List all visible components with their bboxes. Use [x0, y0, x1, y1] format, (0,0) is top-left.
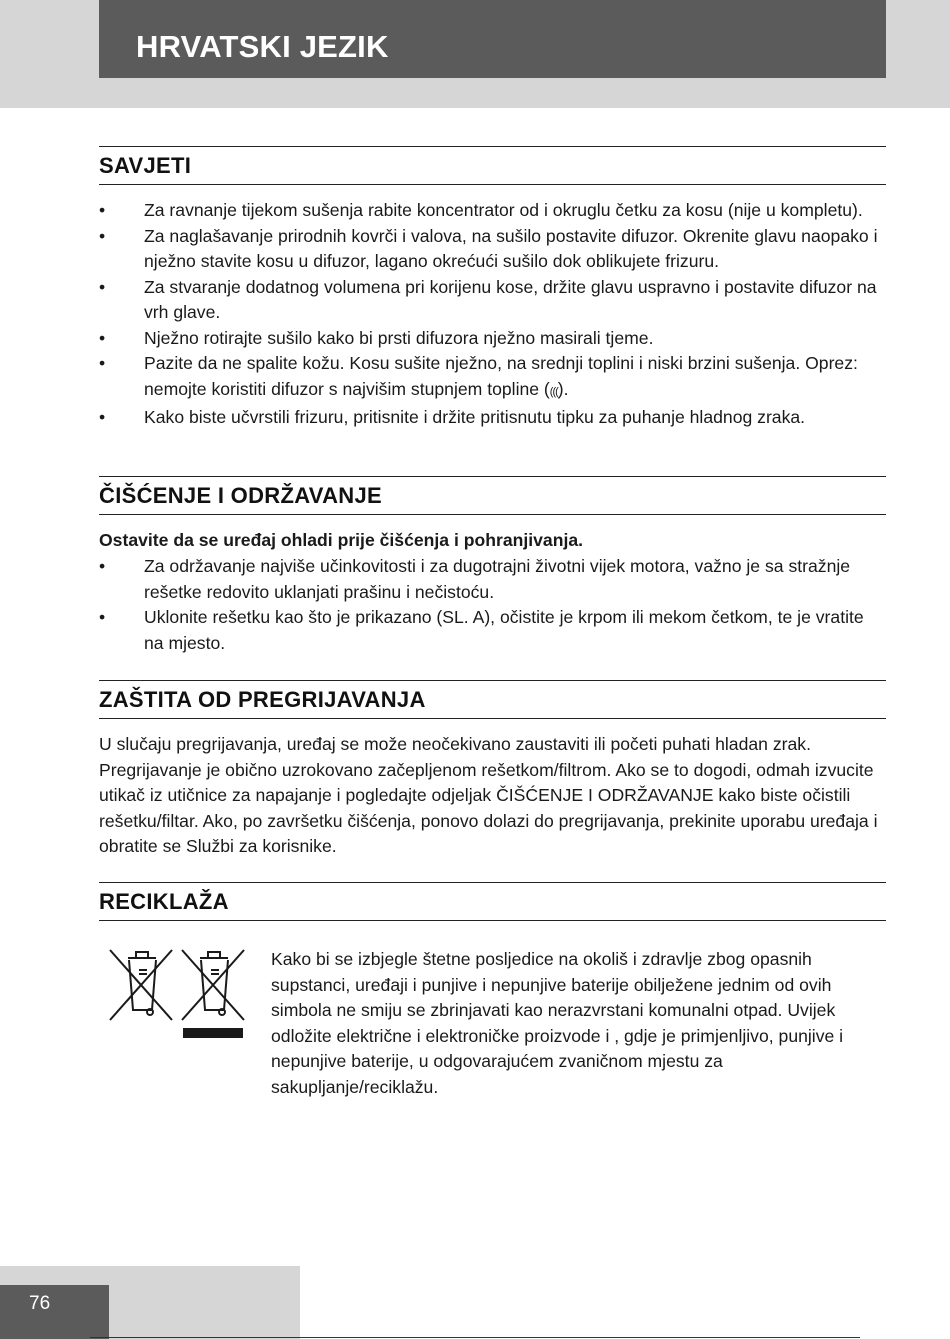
section-header-reciklaza: [99, 882, 886, 921]
footer-rule: [90, 1337, 860, 1338]
section-header-ciscenje: [99, 476, 886, 515]
language-title: HRVATSKI JEZIK: [136, 29, 389, 64]
section-header-savjeti: [99, 146, 886, 185]
cooling-note: Ostavite da se uređaj ohladi prije čišćenja i pohranjivanja.: [99, 530, 583, 550]
weee-symbols: [106, 946, 248, 1042]
tips-list: [99, 198, 886, 431]
list-item: • Kako biste učvrstili frizuru, pritisnite i držite pritisnutu tipku za puhanje hladnog zraka.: [99, 407, 806, 427]
crossed-bin-with-bar-icon: [182, 950, 244, 1020]
list-item: • Za ravnanje tijekom sušenja rabite koncentrator od i okruglu četku za kosu (nije u kompletu).: [99, 200, 863, 220]
section-header-zastita: [99, 680, 886, 719]
language-bar: [99, 0, 886, 78]
section-title: RECIKLAŽA: [99, 889, 229, 914]
solid-bar-icon: [183, 1028, 243, 1038]
page-number: 76: [29, 1293, 51, 1314]
section-title: ČIŠĆENJE I ODRŽAVANJE: [99, 483, 382, 508]
overheat-paragraph: U slučaju pregrijavanja, uređaj se može neočekivano zaustaviti ili početi puhati hladan zrak. Pregrijavanje je obično uzrokovano začepljenom rešetkom/filtrom. Ako se to dogodi, odmah izvucite utikač iz utičnice za napajanje i pogledajte odjeljak ČIŠĆENJE I ODRŽAVANJE kako biste očistili rešetku/filtar. Ako, po završetku čišćenja, ponovo dolazi do pregrijavanja, prekinite uporabu uređaja i obratite se Službi za korisnike.: [99, 734, 878, 856]
section-title: ZAŠTITA OD PREGRIJAVANJA: [99, 687, 426, 712]
page-number-box: [0, 1285, 109, 1339]
section-title: SAVJETI: [99, 153, 192, 178]
list-item: • Za održavanje najviše učinkovitosti i za dugotrajni životni vijek motora, važno je sa stražnje rešetke redovito uklanjati prašinu i nečistoću.: [99, 556, 851, 602]
recycling-paragraph: Kako bi se izbjegle štetne posljedice na okoliš i zdravlje zbog opasnih supstanci, uređaji i punjive i nepunjive baterije obilježene jednim od ovih simbola ne smiju se zbrinjavati kao nerazvrstani komunalni otpad. Uvijek odložite električne i elektroničke proizvode i , gdje je primjenljivo, punjive i nepunjive baterije, u odgovarajućem zvaničnom mjestu za sakupljanje/reciklažu.: [271, 949, 844, 1097]
heat-level-icon: (((: [549, 385, 558, 398]
list-item: • Za naglašavanje prirodnih kovrči i valova, na sušilo postavite difuzor. Okrenite glavu naopako i nježno stavite kosu u difuzor, lagano okrećući sušilo dok oblikujete frizuru.: [99, 225, 878, 271]
crossed-bin-icon: [110, 950, 172, 1020]
header-band: [0, 0, 950, 108]
list-item: • Nježno rotirajte sušilo kako bi prsti difuzora nježno masirali tjeme.: [99, 327, 654, 348]
list-item: • Pazite da ne spalite kožu. Kosu sušite nježno, na srednji toplini i niski brzini sušenja. Oprez: nemojte koristiti difuzor s najvišim stupnjem topline (((().: [99, 353, 858, 399]
cleaning-list: [99, 554, 886, 656]
list-item: • Uklonite rešetku kao što je prikazano (SL. A), očistite je krpom ili mekom četkom, te je vratite na mjesto.: [99, 607, 864, 653]
list-item: • Za stvaranje dodatnog volumena pri korijenu kose, držite glavu uspravno i postavite difuzor na vrh glave.: [99, 276, 877, 322]
